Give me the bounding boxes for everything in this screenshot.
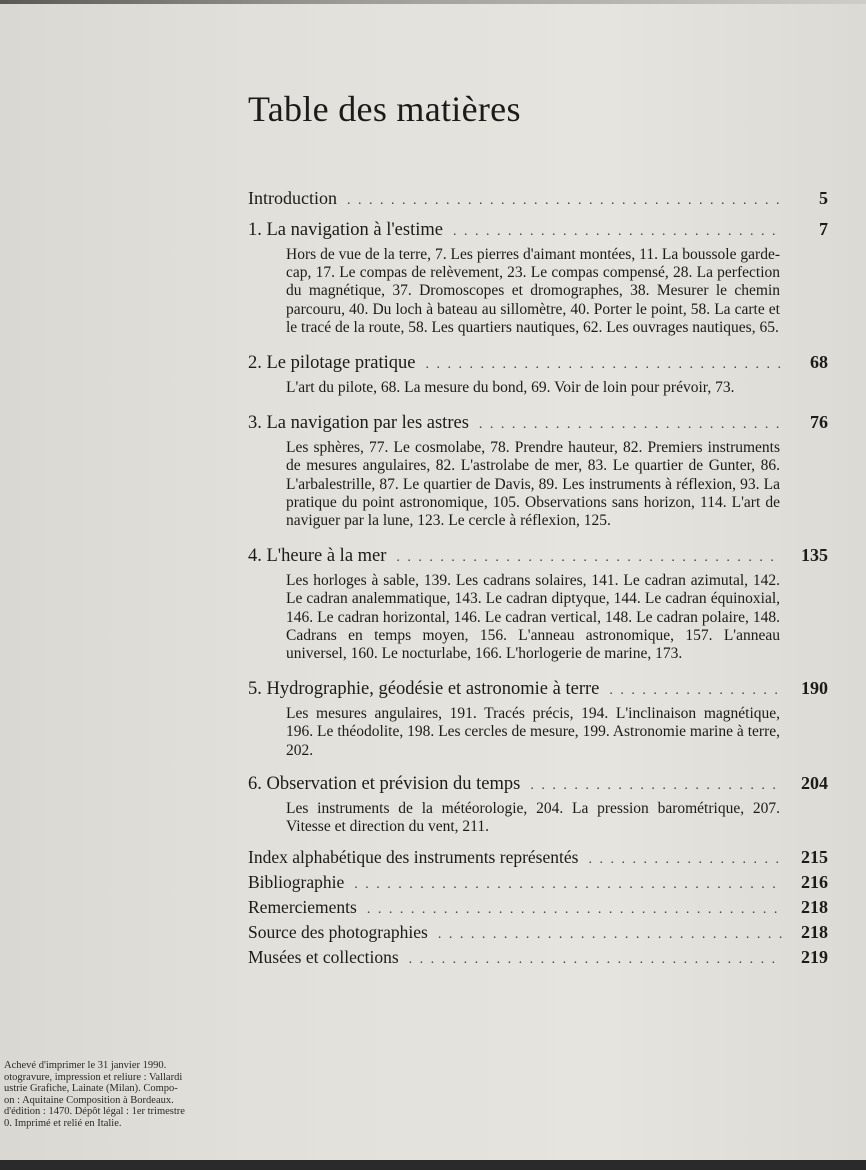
chapter-page: 76 [810, 412, 828, 433]
chapter-page: 190 [801, 678, 828, 699]
toc-chapter-6 [248, 772, 828, 836]
toc-entry-page: 215 [801, 847, 828, 868]
toc-chapter-2 [248, 351, 828, 397]
leader-dots [453, 221, 782, 243]
page-bottom-edge [0, 1160, 866, 1170]
chapter-page: 68 [810, 352, 828, 373]
toc-chapter-5 [248, 677, 828, 760]
toc-entry-label: Remerciements [248, 897, 357, 918]
toc-entry-photo-sources [248, 921, 828, 946]
toc-entry-introduction [248, 187, 828, 212]
colophon-line: on : Aquitaine Composition à Bordeaux. [4, 1094, 174, 1106]
toc-entry-page: 216 [801, 872, 828, 893]
leader-dots [367, 898, 782, 921]
toc-entry-museums [248, 946, 828, 971]
toc-end-matter [248, 846, 828, 971]
chapter-title: 2. Le pilotage pratique [248, 353, 416, 374]
colophon [4, 1060, 244, 1130]
chapter-summary: Hors de vue de la terre, 7. Les pierres d'aimant montées, 11. La boussole garde-cap, 17. Le compas de relèvement, 23. Le compas compensé, 28. La perfection du magnétique, 37. Dromoscopes et dromographes, 38. Mesurer le chemin parcouru, 40. Du loch à bateau au sillomètre, 40. Porter le point, 58. La carte et le tracé de la route, 58. Les quartiers nautiques, 62. Les ouvrages nautiques, 65. [286, 246, 780, 336]
leader-dots [588, 848, 782, 871]
leader-dots [479, 414, 782, 436]
chapter-page: 204 [801, 772, 828, 793]
chapter-title: 4. L'heure à la mer [248, 546, 387, 567]
colophon-line: otogravure, impression et reliure : Vallardi [4, 1071, 183, 1083]
toc-entry-page: 218 [801, 897, 828, 918]
toc-chapter-1 [248, 218, 828, 337]
chapter-page: 7 [819, 219, 828, 239]
toc-chapter-4 [248, 544, 828, 663]
leader-dots [354, 873, 782, 896]
leader-dots [530, 775, 782, 797]
toc-entry-index [248, 846, 828, 871]
chapter-title: 3. La navigation par les astres [248, 413, 469, 434]
toc-entry-label: Source des photographies [248, 922, 428, 943]
colophon-line: d'édition : 1470. Dépôt légal : 1er trimestre [4, 1106, 185, 1118]
leader-dots [396, 547, 782, 569]
chapter-title: 5. Hydrographie, géodésie et astronomie à terre [248, 679, 600, 700]
chapter-summary: L'art du pilote, 68. La mesure du bond, 69. Voir de loin pour prévoir, 73. [286, 379, 735, 397]
leader-dots [347, 190, 782, 212]
chapter-title: 6. Observation et prévision du temps [248, 773, 521, 794]
chapter-summary: Les instruments de la météorologie, 204. La pression barométrique, 207. Vitesse et direction du vent, 211. [286, 799, 780, 836]
toc-entry-label: Introduction [248, 188, 337, 208]
toc-entry-label: Index alphabétique des instruments représentés [248, 847, 579, 868]
chapter-title: 1. La navigation à l'estime [248, 220, 443, 240]
page-top-edge [0, 0, 866, 4]
toc-entry-acknowledgements [248, 896, 828, 921]
colophon-line: Achevé d'imprimer le 31 janvier 1990. [4, 1060, 167, 1071]
toc-chapter-3 [248, 411, 828, 530]
toc-entry-label: Musées et collections [248, 947, 399, 968]
leader-dots [409, 948, 782, 971]
colophon-line: 0. Imprimé et relié en Italie. [4, 1117, 122, 1129]
toc-entry-label: Bibliographie [248, 872, 345, 893]
chapter-page: 135 [801, 545, 828, 566]
toc-entry-page: 218 [801, 922, 828, 943]
chapter-summary: Les sphères, 77. Le cosmolabe, 78. Prendre hauteur, 82. Premiers instruments de mesures angulaires, 82. L'astrolabe de mer, 83. Le quartier de Gunter, 86. L'arbalestrille, 87. Le quartier de Davis, 89. Les instruments à réflexion, 93. La pratique du point astronomique, 105. Observations sans horizon, 114. L'art de naviguer par la lune, 123. Le cercle à réflexion, 125. [286, 439, 780, 530]
toc-entry-page: 5 [819, 188, 828, 208]
leader-dots [425, 354, 782, 376]
toc-entry-bibliography [248, 871, 828, 896]
chapter-summary: Les horloges à sable, 139. Les cadrans solaires, 141. Le cadran azimutal, 142. Le cadran analemmatique, 143. Le cadran diptyque, 144. Le cadran équinoxial, 146. Le cadran horizontal, 146. Le cadran vertical, 148. Le cadran polaire, 148. Cadrans en temps moyen, 156. L'anneau astronomique, 157. L'anneau universel, 160. Le nocturlabe, 166. L'horlogerie de marine, 173. [286, 572, 780, 663]
toc-entry-page: 219 [801, 947, 828, 968]
colophon-line: ustrie Grafiche, Lainate (Milan). Compo- [4, 1083, 178, 1095]
page-title: Table des matières [248, 89, 521, 129]
chapter-summary: Les mesures angulaires, 191. Tracés précis, 194. L'inclinaison magnétique, 196. Le théodolite, 198. Les cercles de mesure, 199. Astronomie marine à terre, 202. [286, 705, 780, 759]
leader-dots [609, 680, 782, 702]
leader-dots [438, 923, 782, 946]
table-of-contents [248, 175, 828, 971]
